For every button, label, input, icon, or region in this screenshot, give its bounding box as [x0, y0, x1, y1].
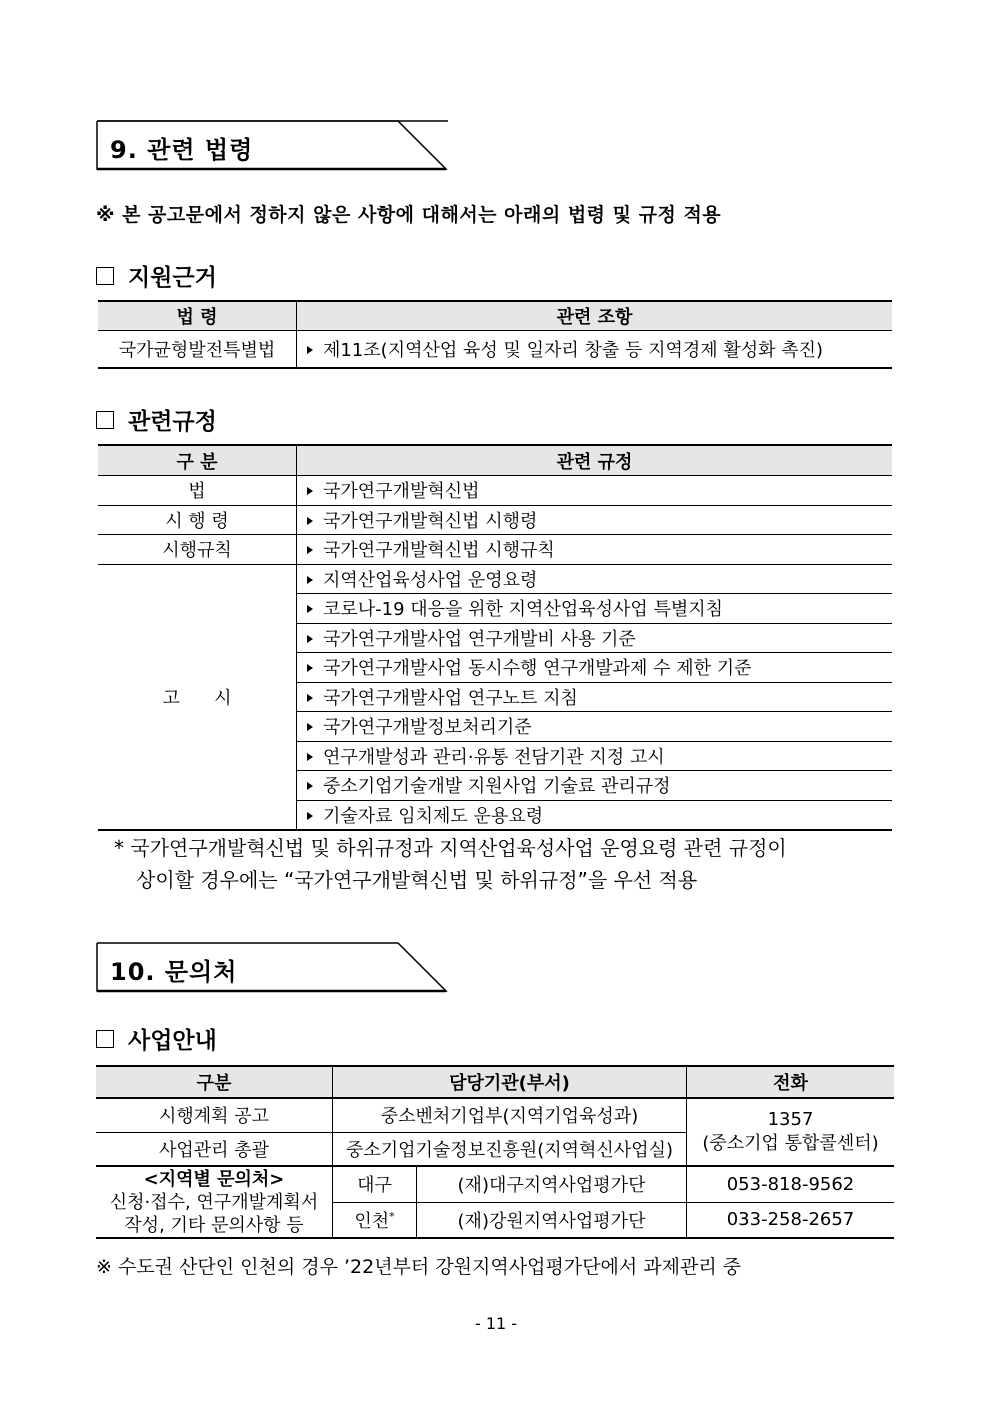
notice-item-text: 국가연구개발사업 연구노트 지침	[323, 687, 578, 709]
table-row	[98, 476, 892, 506]
notice-item-text: 기술자료 임치제도 운용요령	[323, 805, 544, 827]
notice-item-text: 연구개발성과 관리·유통 전담기관 지정 고시	[323, 746, 665, 768]
regional-desc-1: 신청·접수, 연구개발계획서	[109, 1191, 319, 1213]
notice-item-text: 국가연구개발사업 연구개발비 사용 기준	[323, 628, 636, 650]
notice-item	[297, 800, 893, 830]
regulation-category: 시 행 령	[98, 505, 297, 535]
regional-region: 대구	[333, 1166, 417, 1202]
regulations-header-item: 관련 규정	[297, 445, 893, 476]
regional-contact-cell	[96, 1166, 333, 1238]
regulation-item-text: 국가연구개발혁신법	[323, 481, 480, 503]
triangle-bullet-icon	[307, 753, 313, 761]
table-row	[98, 535, 892, 565]
business-phone-main-cell	[687, 1098, 895, 1166]
footnote-line-1: * 국가연구개발혁신법 및 하위규정과 지역산업육성사업 운영요령 관련 규정이	[114, 836, 787, 860]
regulation-item	[297, 535, 893, 565]
business-header-phone: 전화	[687, 1066, 895, 1098]
triangle-bullet-icon	[307, 782, 313, 790]
triangle-bullet-icon	[307, 346, 313, 354]
triangle-bullet-icon	[307, 517, 313, 525]
business-heading	[96, 1022, 217, 1055]
notice-item	[297, 594, 893, 624]
support-heading	[96, 259, 217, 292]
triangle-bullet-icon	[307, 812, 313, 820]
notice-item	[297, 741, 893, 771]
business-table	[96, 1065, 894, 1239]
business-category: 시행계획 공고	[96, 1098, 333, 1132]
business-title: 사업안내	[128, 1028, 217, 1054]
support-law-cell: 국가균형발전특별법	[98, 331, 297, 369]
phone-main-desc: (중소기업 통합콜센터)	[702, 1133, 879, 1154]
regulations-title: 관련규정	[128, 409, 217, 435]
checkbox-square-icon	[96, 411, 114, 429]
support-table	[98, 300, 892, 369]
section-10-title: 10. 문의처	[110, 958, 238, 986]
regulation-category: 시행규칙	[98, 535, 297, 565]
regional-desc-2: 작성, 기타 문의사항 등	[124, 1214, 304, 1236]
table-row	[96, 1166, 894, 1202]
triangle-bullet-icon	[307, 576, 313, 584]
regional-region: 인천	[354, 1210, 390, 1232]
notice-item	[297, 682, 893, 712]
support-article-cell	[297, 331, 893, 369]
regional-region-cell	[333, 1202, 417, 1238]
triangle-bullet-icon	[307, 694, 313, 702]
footnote-line-2: 상이할 경우에는 “국가연구개발혁신법 및 하위규정”을 우선 적용	[136, 868, 698, 892]
table-row	[96, 1098, 894, 1132]
triangle-bullet-icon	[307, 723, 313, 731]
checkbox-square-icon	[96, 267, 114, 285]
notice-item-text: 국가연구개발사업 동시수행 연구개발과제 수 제한 기준	[323, 658, 752, 680]
regulation-item-text: 국가연구개발혁신법 시행령	[323, 510, 538, 532]
triangle-bullet-icon	[307, 605, 313, 613]
triangle-bullet-icon	[307, 635, 313, 643]
page-number: - 11 -	[474, 1314, 518, 1333]
business-header-org: 담당기관(부서)	[333, 1066, 687, 1098]
notice-item	[297, 653, 893, 683]
notice-item	[297, 771, 893, 801]
notice-item-text: 국가연구개발정보처리기준	[323, 717, 532, 739]
support-header-article: 관련 조항	[297, 301, 893, 331]
table-row	[98, 331, 892, 369]
notice-item-text: 지역산업육성사업 운영요령	[323, 569, 538, 591]
business-org: 중소기업기술정보진흥원(지역혁신사업실)	[333, 1132, 687, 1166]
regional-org: (재)대구지역사업평가단	[417, 1166, 687, 1202]
notice-item	[297, 712, 893, 742]
regional-title: <지역별 문의처>	[143, 1168, 285, 1190]
notice-category: 고 시	[98, 564, 297, 830]
regional-org: (재)강원지역사업평가단	[417, 1202, 687, 1238]
business-category: 사업관리 총괄	[96, 1132, 333, 1166]
regulations-header-category: 구 분	[98, 445, 297, 476]
note-top: ※ 본 공고문에서 정하지 않은 사항에 대해서는 아래의 법령 및 규정 적용	[96, 204, 722, 226]
table-row	[98, 564, 892, 594]
triangle-bullet-icon	[307, 487, 313, 495]
regional-phone: 033-258-2657	[687, 1202, 895, 1238]
triangle-bullet-icon	[307, 664, 313, 672]
regulation-category: 법	[98, 476, 297, 506]
support-title: 지원근거	[128, 265, 217, 291]
section-10-title-box	[96, 942, 446, 992]
notice-item	[297, 564, 893, 594]
regional-region-sup: *	[389, 1209, 395, 1223]
regulations-heading	[96, 403, 217, 436]
regulation-item	[297, 476, 893, 506]
regional-phone: 053-818-9562	[687, 1166, 895, 1202]
notice-item	[297, 623, 893, 653]
business-org: 중소벤처기업부(지역기업육성과)	[333, 1098, 687, 1132]
notice-item-text: 중소기업기술개발 지원사업 기술료 관리규정	[323, 776, 671, 798]
support-article-text: 제11조(지역산업 육성 및 일자리 창출 등 지역경제 활성화 촉진)	[323, 340, 824, 361]
regulations-table	[98, 444, 892, 831]
note-bottom: ※ 수도권 산단인 인천의 경우 ’22년부터 강원지역사업평가단에서 과제관리 중	[96, 1256, 742, 1278]
checkbox-square-icon	[96, 1030, 114, 1048]
notice-item-text: 코로나-19 대응을 위한 지역산업육성사업 특별지침	[323, 599, 724, 621]
section-9-title-box	[96, 120, 446, 170]
support-header-law: 법 령	[98, 301, 297, 331]
regulation-item-text: 국가연구개발혁신법 시행규칙	[323, 540, 555, 562]
section-9-title: 9. 관련 법령	[110, 136, 254, 164]
triangle-bullet-icon	[307, 546, 313, 554]
regulations-footnote	[114, 832, 787, 896]
business-header-category: 구분	[96, 1066, 333, 1098]
phone-main: 1357	[767, 1109, 814, 1130]
table-row	[98, 505, 892, 535]
regulation-item	[297, 505, 893, 535]
